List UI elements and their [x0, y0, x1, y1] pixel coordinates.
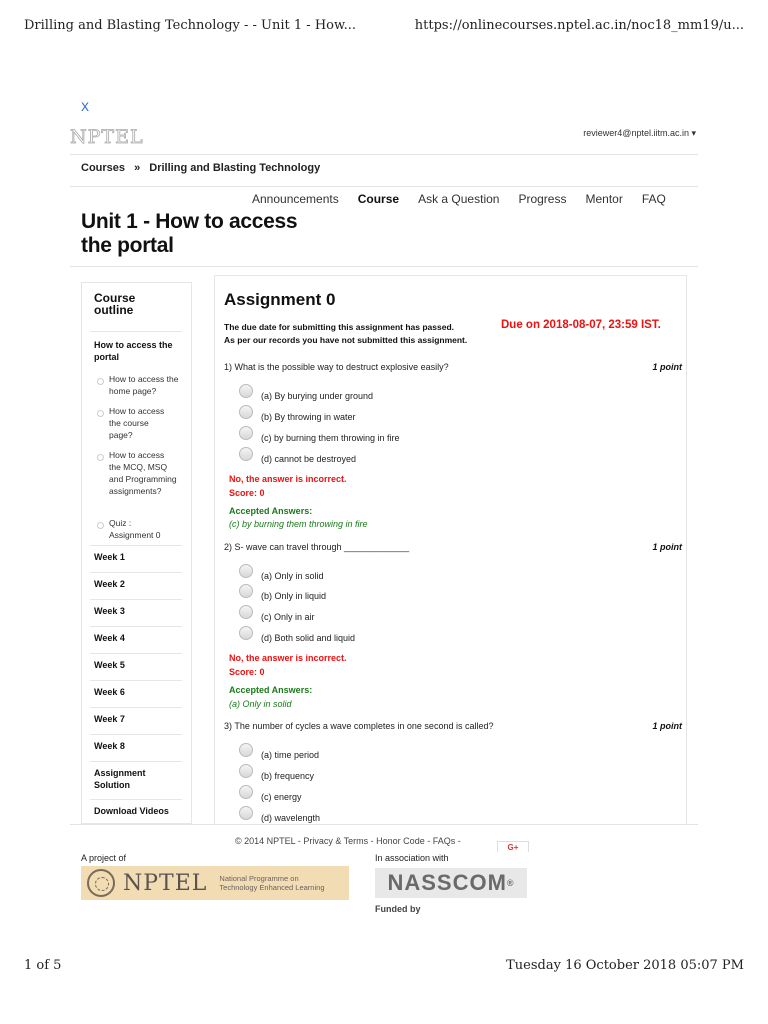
question-2-accepted-label: Accepted Answers: [229, 685, 313, 695]
footer-links[interactable]: © 2014 NPTEL - Privacy & Terms - Honor Code - FAQs - [235, 836, 461, 846]
divider [90, 761, 182, 762]
question-3-points: 1 point [652, 721, 682, 731]
nav-faq[interactable]: FAQ [641, 192, 666, 206]
breadcrumb-courses[interactable]: Courses [81, 162, 126, 174]
sidebar-title: Course outline [94, 291, 136, 317]
assignment-panel [214, 275, 687, 825]
nptel-seal-icon [87, 869, 115, 897]
bullet-icon [97, 378, 104, 385]
radio-button[interactable] [239, 785, 253, 799]
option-label: (b) By throwing in water [261, 412, 356, 422]
question-3-option-b[interactable] [239, 769, 314, 783]
option-label: (c) by burning them throwing in fire [261, 433, 400, 443]
radio-button[interactable] [239, 405, 253, 419]
question-2-option-a[interactable] [239, 569, 324, 583]
radio-button[interactable] [239, 626, 253, 640]
option-label: (c) Only in air [261, 612, 315, 622]
sidebar-week-6[interactable]: Week 6 [94, 687, 125, 697]
radio-button[interactable] [239, 764, 253, 778]
radio-button[interactable] [239, 605, 253, 619]
sidebar-week-3[interactable]: Week 3 [94, 606, 125, 616]
option-label: (a) time period [261, 750, 320, 760]
print-datetime: Tuesday 16 October 2018 05:07 PM [506, 958, 744, 973]
print-header [24, 18, 744, 33]
registered-mark: ® [506, 878, 515, 888]
option-label: (b) Only in liquid [261, 591, 327, 601]
bullet-icon [97, 454, 104, 461]
divider [90, 572, 182, 573]
funded-by-label: Funded by [375, 904, 421, 914]
question-3-option-d[interactable] [239, 811, 320, 825]
question-1-option-b[interactable] [239, 410, 356, 424]
radio-button[interactable] [239, 584, 253, 598]
option-label: (d) cannot be destroyed [261, 454, 357, 464]
print-page-number: 1 of 5 [24, 958, 62, 973]
radio-button[interactable] [239, 806, 253, 820]
option-label: (b) frequency [261, 771, 315, 781]
question-3-option-a[interactable] [239, 748, 319, 762]
nav-ask-question[interactable]: Ask a Question [418, 192, 500, 206]
radio-button[interactable] [239, 564, 253, 578]
nptel-banner-line-1: National Programme on [219, 874, 299, 883]
question-1-option-c[interactable] [239, 431, 400, 445]
option-label: (d) wavelength [261, 813, 321, 823]
sidebar-week-4[interactable]: Week 4 [94, 633, 125, 643]
nasscom-logo[interactable] [375, 868, 527, 898]
divider [90, 734, 182, 735]
question-2-score: Score: 0 [229, 667, 265, 677]
question-2-option-d[interactable] [239, 631, 355, 645]
question-2-accepted-answer: (a) Only in solid [229, 699, 292, 709]
option-label: (a) By burying under ground [261, 391, 374, 401]
divider [90, 626, 182, 627]
nptel-banner-line-2: Technology Enhanced Learning [219, 883, 325, 892]
question-1-text: 1) What is the possible way to destruct explosive easily? [224, 362, 449, 372]
sidebar-subitem[interactable]: How to access the course page? [109, 406, 165, 440]
nasscom-name: NASSCOM [387, 870, 507, 895]
question-1-accepted-label: Accepted Answers: [229, 506, 313, 516]
sidebar-week-5[interactable]: Week 5 [94, 660, 125, 670]
radio-button[interactable] [239, 426, 253, 440]
due-date: Due on 2018-08-07, 23:59 IST. [501, 319, 661, 331]
option-label: (c) energy [261, 792, 302, 802]
question-1-score: Score: 0 [229, 488, 265, 498]
bullet-icon [97, 410, 104, 417]
close-link[interactable]: X [81, 100, 90, 114]
print-title: Drilling and Blasting Technology - - Unit 1 - How... [24, 18, 356, 33]
assignment-title: Assignment 0 [224, 290, 336, 309]
breadcrumb-course[interactable]: Drilling and Blasting Technology [149, 162, 321, 174]
question-2-option-b[interactable] [239, 589, 326, 603]
question-1-points: 1 point [652, 362, 682, 372]
question-3-option-c[interactable] [239, 790, 302, 804]
divider [90, 799, 182, 800]
print-footer [24, 958, 744, 973]
divider [90, 545, 182, 546]
breadcrumb-separator: » [134, 162, 141, 174]
divider [90, 331, 182, 332]
question-1-result: No, the answer is incorrect. [229, 474, 347, 484]
divider [70, 154, 698, 155]
option-label: (a) Only in solid [261, 571, 324, 581]
sidebar-week-8[interactable]: Week 8 [94, 741, 125, 751]
question-1-option-a[interactable] [239, 389, 373, 403]
radio-button[interactable] [239, 384, 253, 398]
project-of-label: A project of [81, 853, 127, 863]
association-label: In association with [375, 853, 449, 863]
divider [90, 599, 182, 600]
sidebar-subitem[interactable]: Quiz : Assignment 0 [109, 518, 161, 540]
divider [70, 266, 698, 267]
divider [70, 824, 698, 825]
nav-mentor[interactable]: Mentor [585, 192, 623, 206]
nptel-banner-name: NPTEL [123, 870, 208, 896]
course-nav [252, 192, 666, 206]
page-title: Unit 1 - How to access the portal [81, 210, 298, 257]
breadcrumb [81, 162, 326, 174]
radio-button[interactable] [239, 447, 253, 461]
nptel-logo[interactable]: NPTEL [70, 126, 144, 148]
sidebar-unit-1[interactable]: How to access the portal [94, 340, 173, 362]
submission-notice: As per our records you have not submitted this assignment. [224, 335, 468, 345]
radio-button[interactable] [239, 743, 253, 757]
divider [90, 680, 182, 681]
divider [90, 653, 182, 654]
question-2-text: 2) S- wave can travel through _____________ [224, 542, 410, 552]
nav-announcements[interactable]: Announcements [252, 192, 339, 206]
nptel-banner-logo[interactable] [81, 866, 349, 900]
course-outline-sidebar [81, 282, 192, 824]
user-menu[interactable]: reviewer4@nptel.iitm.ac.in ▾ [583, 128, 696, 138]
sidebar-week-1[interactable]: Week 1 [94, 552, 125, 562]
sidebar-subitem[interactable]: How to access the MCQ, MSQ and Programming assignments? [109, 450, 177, 496]
option-label: (d) Both solid and liquid [261, 633, 356, 643]
nav-progress[interactable]: Progress [518, 192, 567, 206]
bullet-icon [97, 522, 104, 529]
due-passed-notice: The due date for submitting this assignment has passed. [224, 322, 455, 332]
question-2-points: 1 point [652, 542, 682, 552]
nav-course[interactable]: Course [357, 192, 400, 206]
print-url: https://onlinecourses.nptel.ac.in/noc18_mm19/u... [414, 18, 744, 33]
nptel-banner-subtitle [219, 874, 324, 892]
question-2-option-c[interactable] [239, 610, 315, 624]
sidebar-download-videos[interactable]: Download Videos [94, 806, 169, 816]
divider [90, 707, 182, 708]
divider [70, 186, 698, 187]
question-1-accepted-answer: (c) by burning them throwing in fire [229, 519, 368, 529]
sidebar-subitem[interactable]: How to access the home page? [109, 374, 179, 396]
question-3-text: 3) The number of cycles a wave completes in one second is called? [224, 721, 494, 731]
question-1-option-d[interactable] [239, 452, 356, 466]
sidebar-assignment-solution[interactable]: Assignment Solution [94, 768, 146, 790]
sidebar-week-7[interactable]: Week 7 [94, 714, 125, 724]
question-2-result: No, the answer is incorrect. [229, 653, 347, 663]
google-plus-icon[interactable]: G+ [497, 841, 529, 852]
sidebar-week-2[interactable]: Week 2 [94, 579, 125, 589]
